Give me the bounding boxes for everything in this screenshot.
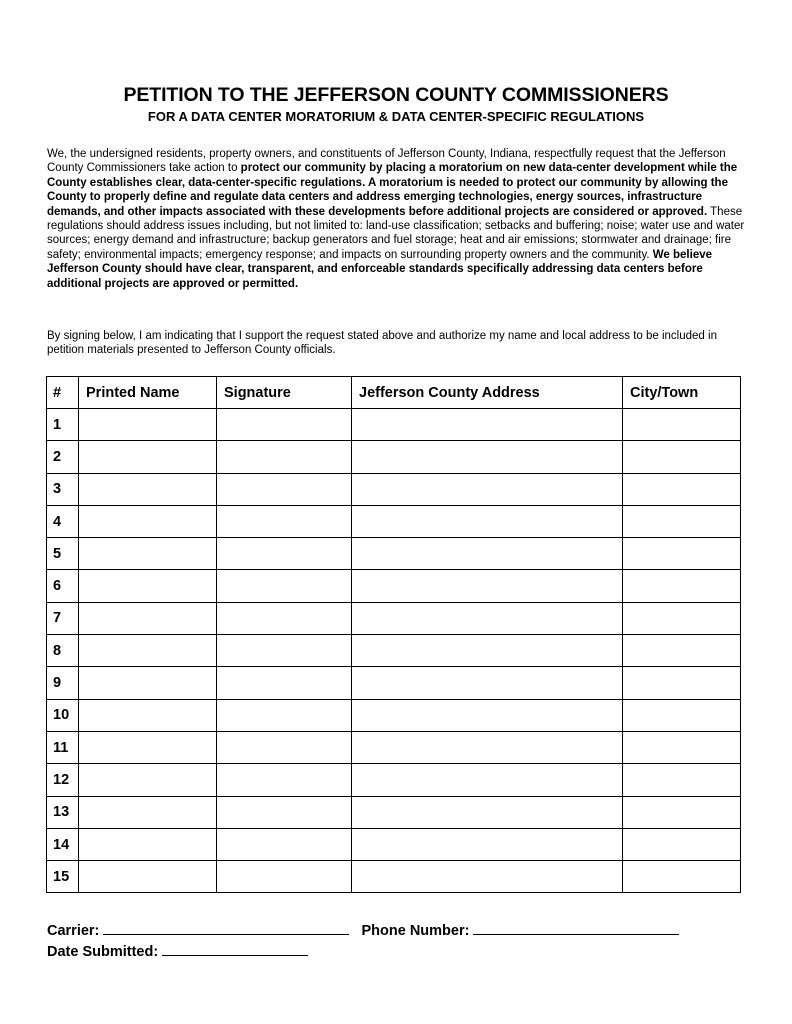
row-number: 5 xyxy=(47,538,79,570)
row-number: 7 xyxy=(47,602,79,634)
address-cell[interactable] xyxy=(352,602,623,634)
address-cell[interactable] xyxy=(352,796,623,828)
printed-name-cell[interactable] xyxy=(79,699,217,731)
carrier-field[interactable] xyxy=(103,922,349,935)
printed-name-cell[interactable] xyxy=(79,764,217,796)
table-row xyxy=(47,828,741,860)
city-cell[interactable] xyxy=(623,667,741,699)
table-row xyxy=(47,796,741,828)
printed-name-cell[interactable] xyxy=(79,441,217,473)
table-row xyxy=(47,409,741,441)
address-cell[interactable] xyxy=(352,861,623,893)
printed-name-cell[interactable] xyxy=(79,731,217,763)
table-row xyxy=(47,731,741,763)
row-number: 6 xyxy=(47,570,79,602)
signature-cell[interactable] xyxy=(217,699,352,731)
signature-cell[interactable] xyxy=(217,796,352,828)
signature-cell[interactable] xyxy=(217,570,352,602)
row-number: 1 xyxy=(47,409,79,441)
signature-cell[interactable] xyxy=(217,764,352,796)
city-cell[interactable] xyxy=(623,538,741,570)
phone-field[interactable] xyxy=(473,922,679,935)
city-cell[interactable] xyxy=(623,828,741,860)
row-number: 13 xyxy=(47,796,79,828)
column-header-printed-name: Printed Name xyxy=(79,377,217,409)
row-number: 4 xyxy=(47,505,79,537)
table-row xyxy=(47,635,741,667)
carrier-label: Carrier: xyxy=(47,923,100,939)
statement-bold-1: protect our community by placing a moratorium on new data-center development while the County establishes clear, data-center-specific regulations. A moratorium is needed to protect our community by allowing the County to properly define and regulate data centers and address emerging technologies, energy sources, infrastructure demands, and other impacts associated with these developments before additional projects are considered or approved. xyxy=(47,162,738,218)
address-cell[interactable] xyxy=(352,409,623,441)
column-header-signature: Signature xyxy=(217,377,352,409)
row-number: 11 xyxy=(47,731,79,763)
column-header-city: City/Town xyxy=(623,377,741,409)
printed-name-cell[interactable] xyxy=(79,570,217,602)
row-number: 10 xyxy=(47,699,79,731)
statement-text-1: We, the undersigned residents, property owners, and constituents of Jefferson County, Indiana, respectfully request that the Jefferson County Commissioners take action to xyxy=(47,148,726,175)
printed-name-cell[interactable] xyxy=(79,861,217,893)
city-cell[interactable] xyxy=(623,796,741,828)
row-number: 14 xyxy=(47,828,79,860)
printed-name-cell[interactable] xyxy=(79,409,217,441)
address-cell[interactable] xyxy=(352,667,623,699)
signature-cell[interactable] xyxy=(217,731,352,763)
signature-cell[interactable] xyxy=(217,538,352,570)
row-number: 3 xyxy=(47,473,79,505)
statement-text-2: These regulations should address issues including, but not limited to: land-use classification; setbacks and buffering; noise; water use and water sources; energy demand and infrastructure; backup generators and fuel storage; heat and air emissions; stormwater and drainage; fire safety; environmental impacts; emergency response; and impacts on surrounding property owners and the community. xyxy=(47,205,745,261)
signature-cell[interactable] xyxy=(217,602,352,634)
signature-table xyxy=(46,376,741,893)
address-cell[interactable] xyxy=(352,473,623,505)
table-header-row xyxy=(47,377,741,409)
column-header-address: Jefferson County Address xyxy=(352,377,623,409)
date-submitted-label: Date Submitted: xyxy=(47,944,159,960)
city-cell[interactable] xyxy=(623,635,741,667)
signature-cell[interactable] xyxy=(217,473,352,505)
city-cell[interactable] xyxy=(623,699,741,731)
address-cell[interactable] xyxy=(352,538,623,570)
signature-cell[interactable] xyxy=(217,441,352,473)
city-cell[interactable] xyxy=(623,505,741,537)
city-cell[interactable] xyxy=(623,473,741,505)
printed-name-cell[interactable] xyxy=(79,473,217,505)
table-row xyxy=(47,538,741,570)
city-cell[interactable] xyxy=(623,764,741,796)
city-cell[interactable] xyxy=(623,861,741,893)
table-row xyxy=(47,764,741,796)
city-cell[interactable] xyxy=(623,570,741,602)
signature-cell[interactable] xyxy=(217,861,352,893)
printed-name-cell[interactable] xyxy=(79,505,217,537)
row-number: 12 xyxy=(47,764,79,796)
printed-name-cell[interactable] xyxy=(79,635,217,667)
address-cell[interactable] xyxy=(352,764,623,796)
printed-name-cell[interactable] xyxy=(79,796,217,828)
address-cell[interactable] xyxy=(352,828,623,860)
printed-name-cell[interactable] xyxy=(79,828,217,860)
signature-cell[interactable] xyxy=(217,667,352,699)
table-row xyxy=(47,699,741,731)
table-row xyxy=(47,667,741,699)
page-title: PETITION TO THE JEFFERSON COUNTY COMMISSIONERS xyxy=(123,84,669,106)
address-cell[interactable] xyxy=(352,570,623,602)
table-row xyxy=(47,505,741,537)
row-number: 15 xyxy=(47,861,79,893)
city-cell[interactable] xyxy=(623,409,741,441)
table-row xyxy=(47,861,741,893)
page-subtitle: FOR A DATA CENTER MORATORIUM & DATA CENTER-SPECIFIC REGULATIONS xyxy=(147,109,645,124)
statement-bold-2: We believe Jefferson County should have clear, transparent, and enforceable standards specifically addressing data centers before additional projects are approved or permitted. xyxy=(47,248,713,290)
phone-label: Phone Number: xyxy=(361,923,470,939)
signature-cell[interactable] xyxy=(217,505,352,537)
city-cell[interactable] xyxy=(623,441,741,473)
petition-statement xyxy=(47,147,752,291)
signature-cell[interactable] xyxy=(217,635,352,667)
table-row xyxy=(47,441,741,473)
row-number: 9 xyxy=(47,667,79,699)
address-cell[interactable] xyxy=(352,635,623,667)
row-number: 8 xyxy=(47,635,79,667)
address-cell[interactable] xyxy=(352,699,623,731)
table-row xyxy=(47,570,741,602)
column-header-number: # xyxy=(47,377,79,409)
authorization-statement: By signing below, I am indicating that I support the request stated above and authorize my name and local address to be included in petition materials presented to Jefferson County officials. xyxy=(47,330,717,357)
signature-cell[interactable] xyxy=(217,409,352,441)
city-cell[interactable] xyxy=(623,731,741,763)
printed-name-cell[interactable] xyxy=(79,538,217,570)
footer-line-2 xyxy=(47,943,308,960)
signature-rows xyxy=(47,409,741,893)
table-row xyxy=(47,473,741,505)
city-cell[interactable] xyxy=(623,602,741,634)
footer-line-1 xyxy=(47,922,679,939)
address-cell[interactable] xyxy=(352,441,623,473)
signature-cell[interactable] xyxy=(217,828,352,860)
printed-name-cell[interactable] xyxy=(79,602,217,634)
printed-name-cell[interactable] xyxy=(79,667,217,699)
address-cell[interactable] xyxy=(352,505,623,537)
date-submitted-field[interactable] xyxy=(162,943,308,956)
row-number: 2 xyxy=(47,441,79,473)
table-row xyxy=(47,602,741,634)
address-cell[interactable] xyxy=(352,731,623,763)
